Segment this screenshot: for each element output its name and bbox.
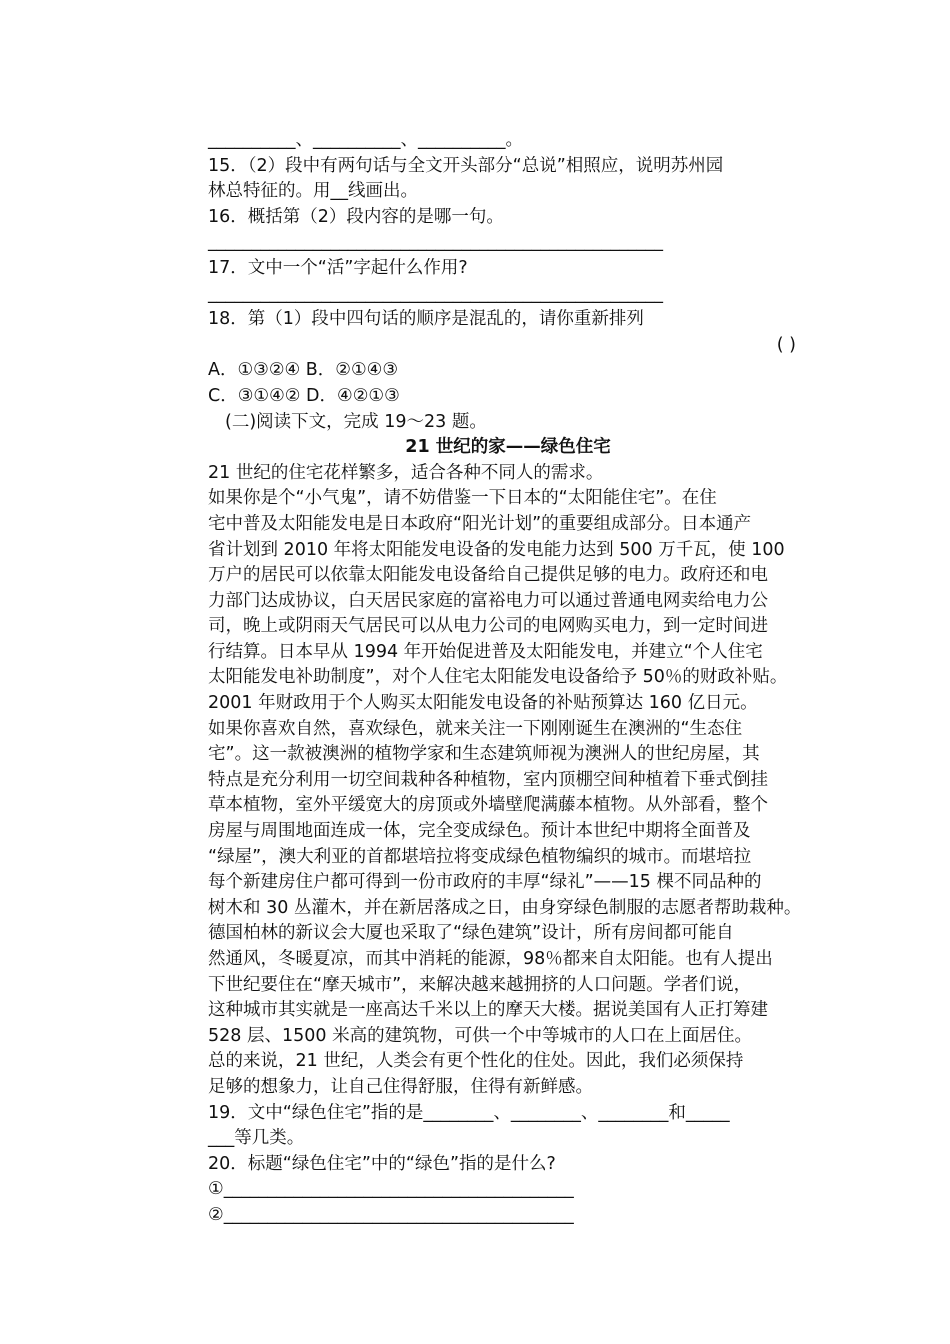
question-19: 20．标题“绿色住宅”中的“绿色”指的是什么? <box>208 1153 556 1174</box>
paragraph-1: 21 世纪的住宅花样繁多，适合各种不同人的需求。 <box>208 462 604 483</box>
article-title: 21 世纪的家——绿色住宅 <box>405 437 611 458</box>
paragraph-3-line: 特点是充分利用一切空间栽种各种植物，室内顶棚空间种植着下垂式倒挂 <box>208 769 768 790</box>
paragraph-4-line: 这种城市其实就是一座高达千米以上的摩天大楼。据说美国有人正打筹建 <box>208 1000 768 1021</box>
paragraph-3-line: 房屋与周围地面连成一体，完全变成绿色。预计本世纪中期将全面普及 <box>208 821 751 842</box>
question-17: 17．文中一个“活”字起什么作用? <box>208 257 468 278</box>
question-19-cont: ①________________________________________ <box>208 1179 574 1200</box>
question-20: ②________________________________________ <box>208 1204 574 1225</box>
answer-line-1 <box>208 1229 808 1255</box>
document-body <box>208 128 808 1280</box>
paragraph-2-line: 力部门达成协议，白天居民家庭的富裕电力可以通过普通电网卖给电力公 <box>208 590 768 611</box>
paragraph-4: 下世纪要住在“摩天城市”，来解决越来越拥挤的人口问题。学者们说， <box>208 974 752 995</box>
question-18: 18．第（1）段中四句话的顺序是混乱的，请你重新排列 <box>208 309 644 330</box>
paragraph-2-line: 宅中普及太阳能发电是日本政府“阳光计划”的重要组成部分。日本通产 <box>208 513 752 534</box>
paragraph-2: 如果你是个“小气鬼”，请不妨借鉴一下日本的“太阳能住宅”。在住 <box>208 488 717 509</box>
answer-bracket: ( ) <box>776 334 796 355</box>
question-15: 15．（2）段中有两句话与全文开头部分“总说”相照应，说明苏州园 <box>208 155 724 176</box>
answer-blanks-line: __________、__________、__________。 <box>208 130 523 150</box>
paragraph-4-line: 总的来说，21 世纪，人类会有更个性化的住处。因此，我们必须保持 <box>208 1051 744 1072</box>
paragraph-3-line: 德国柏林的新议会大厦也采取了“绿色建筑”设计，所有房间都可能自 <box>208 923 734 944</box>
question-16: 16．概括第（2）段内容的是哪一句。 <box>208 206 504 227</box>
paragraph-3-line: 每个新建房住户都可得到一份市政府的丰厚“绿礼”——15 棵不同品种的 <box>208 872 762 893</box>
section-two-instruction: (二)阅读下文，完成 19～23 题。 <box>225 411 487 432</box>
options-ab: A．①③②④ B．②①④③ <box>208 360 399 381</box>
paragraph-3-line: 然通风，冬暖夏凉，而其中消耗的能源，98％都来自太阳能。也有人提出 <box>208 949 773 969</box>
options-cd: C．③①④② D．④②①③ <box>208 385 400 406</box>
paragraph-2-line: 如果你喜欢自然，喜欢绿色，就来关注一下刚刚诞生在澳洲的“生态住 <box>208 718 743 739</box>
paragraph-5-line: ___等几类。 <box>208 1128 305 1149</box>
paragraph-3-line: 树木和 30 丛灌木，并在新居落成之日，由身穿绿色制服的志愿者帮助栽种。 <box>208 897 802 918</box>
paragraph-3-line: 草本植物，室外平缓宽大的房顶或外墙壁爬满藤本植物。从外部看，整个 <box>208 795 768 816</box>
paragraph-2-line: 行结算。日本早从 1994 年开始促进普及太阳能发电，并建立“个人住宅 <box>208 641 763 662</box>
question-16-answer-line: ____________________________________________________ <box>208 232 663 253</box>
paragraph-2-line: 万户的居民可以依靠太阳能发电设备给自己提供足够的电力。政府还和电 <box>208 565 768 586</box>
question-17-answer-line: ____________________________________________________ <box>208 283 663 304</box>
paragraph-5: 19．文中“绿色住宅”指的是________、________、________和_____ <box>208 1102 730 1123</box>
question-15-cont: 林总特征的。用__线画出。 <box>208 181 418 202</box>
paragraph-2-line: 2001 年财政用于个人购买太阳能发电设备的补贴预算达 160 亿日元。 <box>208 693 758 714</box>
answer-line-2 <box>208 1254 808 1280</box>
paragraph-2-line: 太阳能发电补助制度”，对个人住宅太阳能发电设备给予 50％的财政补贴。 <box>208 667 788 688</box>
paragraph-2-line: 司，晚上或阴雨天气居民可以从电力公司的电网购买电力，到一定时间进 <box>208 616 768 637</box>
paragraph-3-line: “绿屋”，澳大利亚的首都堪培拉将变成绿色植物编织的城市。而堪培拉 <box>208 846 752 867</box>
paragraph-2-line: 省计划到 2010 年将太阳能发电设备的发电能力达到 500 万千瓦，使 100 <box>208 539 785 560</box>
paragraph-4-line: 足够的想象力，让自己住得舒服，住得有新鲜感。 <box>208 1076 593 1097</box>
paragraph-4-line: 528 层、1500 米高的建筑物，可供一个中等城市的人口在上面居住。 <box>208 1025 753 1046</box>
paragraph-3: 宅”。这一款被澳洲的植物学家和生态建筑师视为澳洲人的世纪房屋，其 <box>208 744 760 765</box>
